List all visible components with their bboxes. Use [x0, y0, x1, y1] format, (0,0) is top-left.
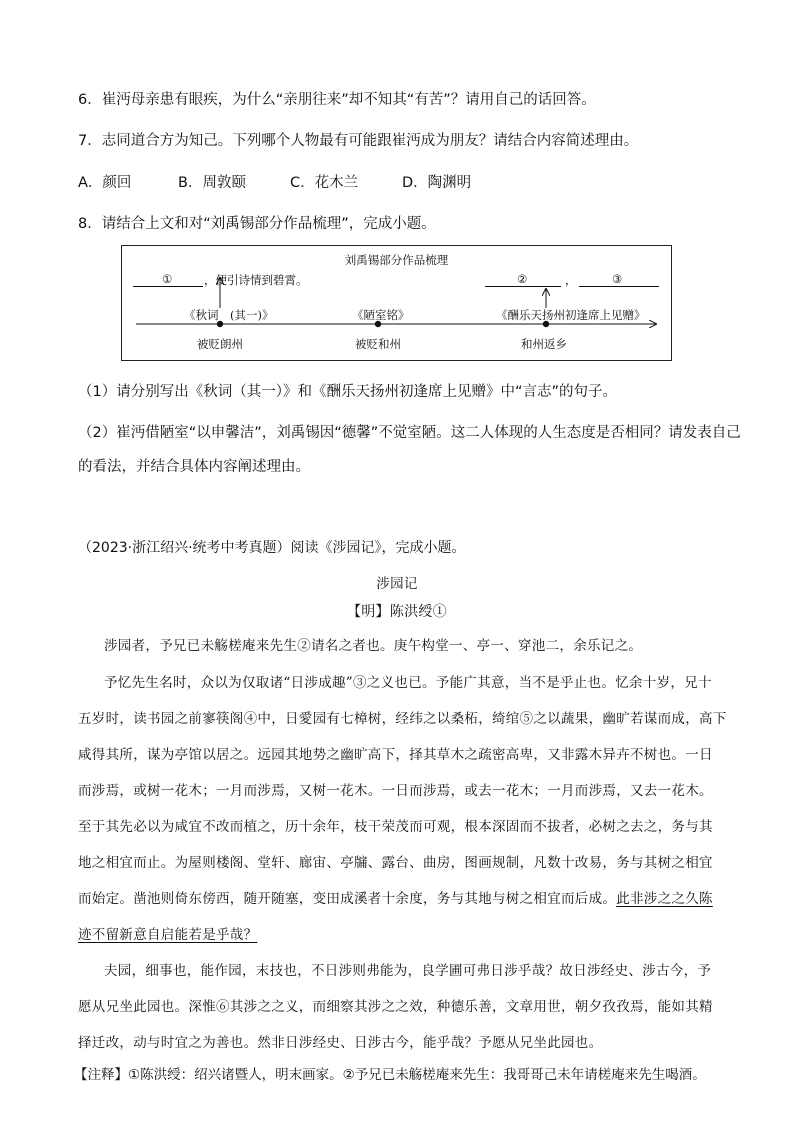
underlined-sentence-part1: 此非涉之之久陈 [616, 891, 713, 907]
blank-1-suffix: ，便引诗情到碧霄。 [204, 273, 308, 287]
blank-3-marker: ③ [612, 272, 623, 286]
option-d: D．陶渊明 [402, 175, 472, 191]
stage-label-2: 被贬和州 [355, 337, 401, 351]
stage-label-3: 和州返乡 [521, 337, 567, 351]
work-label-1: 《秋词 (其一)》 [184, 308, 274, 322]
stage-label-1: 被贬朗州 [197, 337, 243, 351]
works-timeline-diagram [121, 245, 672, 361]
passage-para-2-line2: 五岁时，读书园之前寥筷阁④中，日愛园有七樟树，经纬之以桑柘，绮绾⑤之以蔬果，幽旷若谋而成，高下 [78, 711, 727, 727]
question-7: 7．志同道合方为知己。下列哪个人物最有可能跟崔沔成为朋友？请结合内容简述理由。 [78, 133, 639, 149]
question-8-1: （1）请分别写出《秋词（其一）》和《酬乐天扬州初逢席上见赠》中“言志”的句子。 [78, 384, 617, 400]
passage-para-2-line6: 地之相宜而止。为屋则楼阁、堂轩、廊宙、亭牖、露台、曲房，图画规制，凡数十改易，务与其树之相宜 [78, 855, 713, 871]
passage-para-3-line1: 夫园，细事也，能作园，末技也，不日涉则弗能为，良学圃可弗日涉乎哉？故日涉经史、涉古今，予 [104, 963, 712, 979]
passage-para-3-line3: 择迁改，动与时宜之为善也。然非日涉经史、日涉古今，能乎哉？予愿从兄坐此园也。 [78, 1035, 603, 1051]
option-c: C．花木兰 [290, 175, 359, 191]
passage-para-1: 涉园者，予兄已未觞槎庵来先生②请名之者也。庚午构堂一、亭一、穿池二，余乐记之。 [104, 638, 643, 654]
blank-comma: ， [565, 273, 577, 287]
question-8-2-line2: 的看法，并结合具体内容阐述理由。 [78, 459, 310, 475]
passage-source: （2023·浙江绍兴·统考中考真题）阅读《涉园记》，完成小题。 [78, 540, 466, 556]
work-label-3: 《酬乐天扬州初逢席上见赠》 [496, 308, 646, 322]
question-6: 6．崔沔母亲患有眼疾，为什么“亲朋往来”却不知其“有苦”？请用自己的话回答。 [78, 92, 596, 108]
blank-2-marker: ② [517, 272, 528, 286]
diagram-title: 刘禹锡部分作品梳理 [344, 253, 449, 267]
option-a: A．颜回 [78, 175, 132, 191]
passage-para-2-line3: 咸得其所，谋为亭馆以居之。远园其地势之幽旷高下，择其草木之疏密高卑，又非露木异卉不树也。一日 [78, 747, 713, 763]
passage-para-2-line7 [78, 887, 713, 907]
passage-notes: 【注释】①陈洪绶：绍兴诸暨人，明末画家。②予兄已未觞槎庵来先生：我哥哥己未年请槎庵来先生喝酒。 [74, 1067, 706, 1083]
passage-title: 涉园记 [376, 576, 418, 592]
passage-para-2-line4: 而涉焉，或树一花木；一月而涉焉，又树一花木。一日而涉焉，或去一花木；一月而涉焉，又去一花木。 [78, 783, 713, 799]
passage-para-2-line1: 予忆先生名时，众以为仅取诸“日涉成趣”③之义也已。予能广其意，当不是乎止也。忆余十岁，兄十 [104, 675, 712, 691]
passage-para-2-line5: 至于其先必以为咸宜不改而植之，历十余年，枝干荣茂而可观，根本深固而不拔者，必树之去之，务与其 [78, 819, 713, 835]
option-b: B．周敦颐 [178, 175, 246, 191]
underlined-sentence-part2: 迹不留新意自启能若是乎哉？ [78, 927, 258, 943]
passage-para-3-line2: 愿从兄坐此园也。深惟⑥其涉之之义，而细察其涉之之效，种德乐善，文章用世，朝夕孜孜焉，能如其精 [78, 999, 713, 1015]
passage-author: 【明】陈洪绶① [346, 604, 448, 620]
passage-para-2-line7-text: 而始定。凿池则倚东傍西，随开随塞，变田成溪者十余度，务与其地与树之相宜而后成。 [78, 891, 617, 907]
question-8: 8．请结合上文和对“刘禹锡部分作品梳理”，完成小题。 [78, 216, 436, 232]
question-8-2-line1: （2）崔沔借陋室“以申馨洁”，刘禹锡因“德馨”不觉室陋。这二人体现的人生态度是否相同？请发表自己 [78, 425, 741, 441]
blank-1-marker: ① [162, 272, 173, 286]
work-label-2: 《陋室铭》 [352, 308, 410, 322]
